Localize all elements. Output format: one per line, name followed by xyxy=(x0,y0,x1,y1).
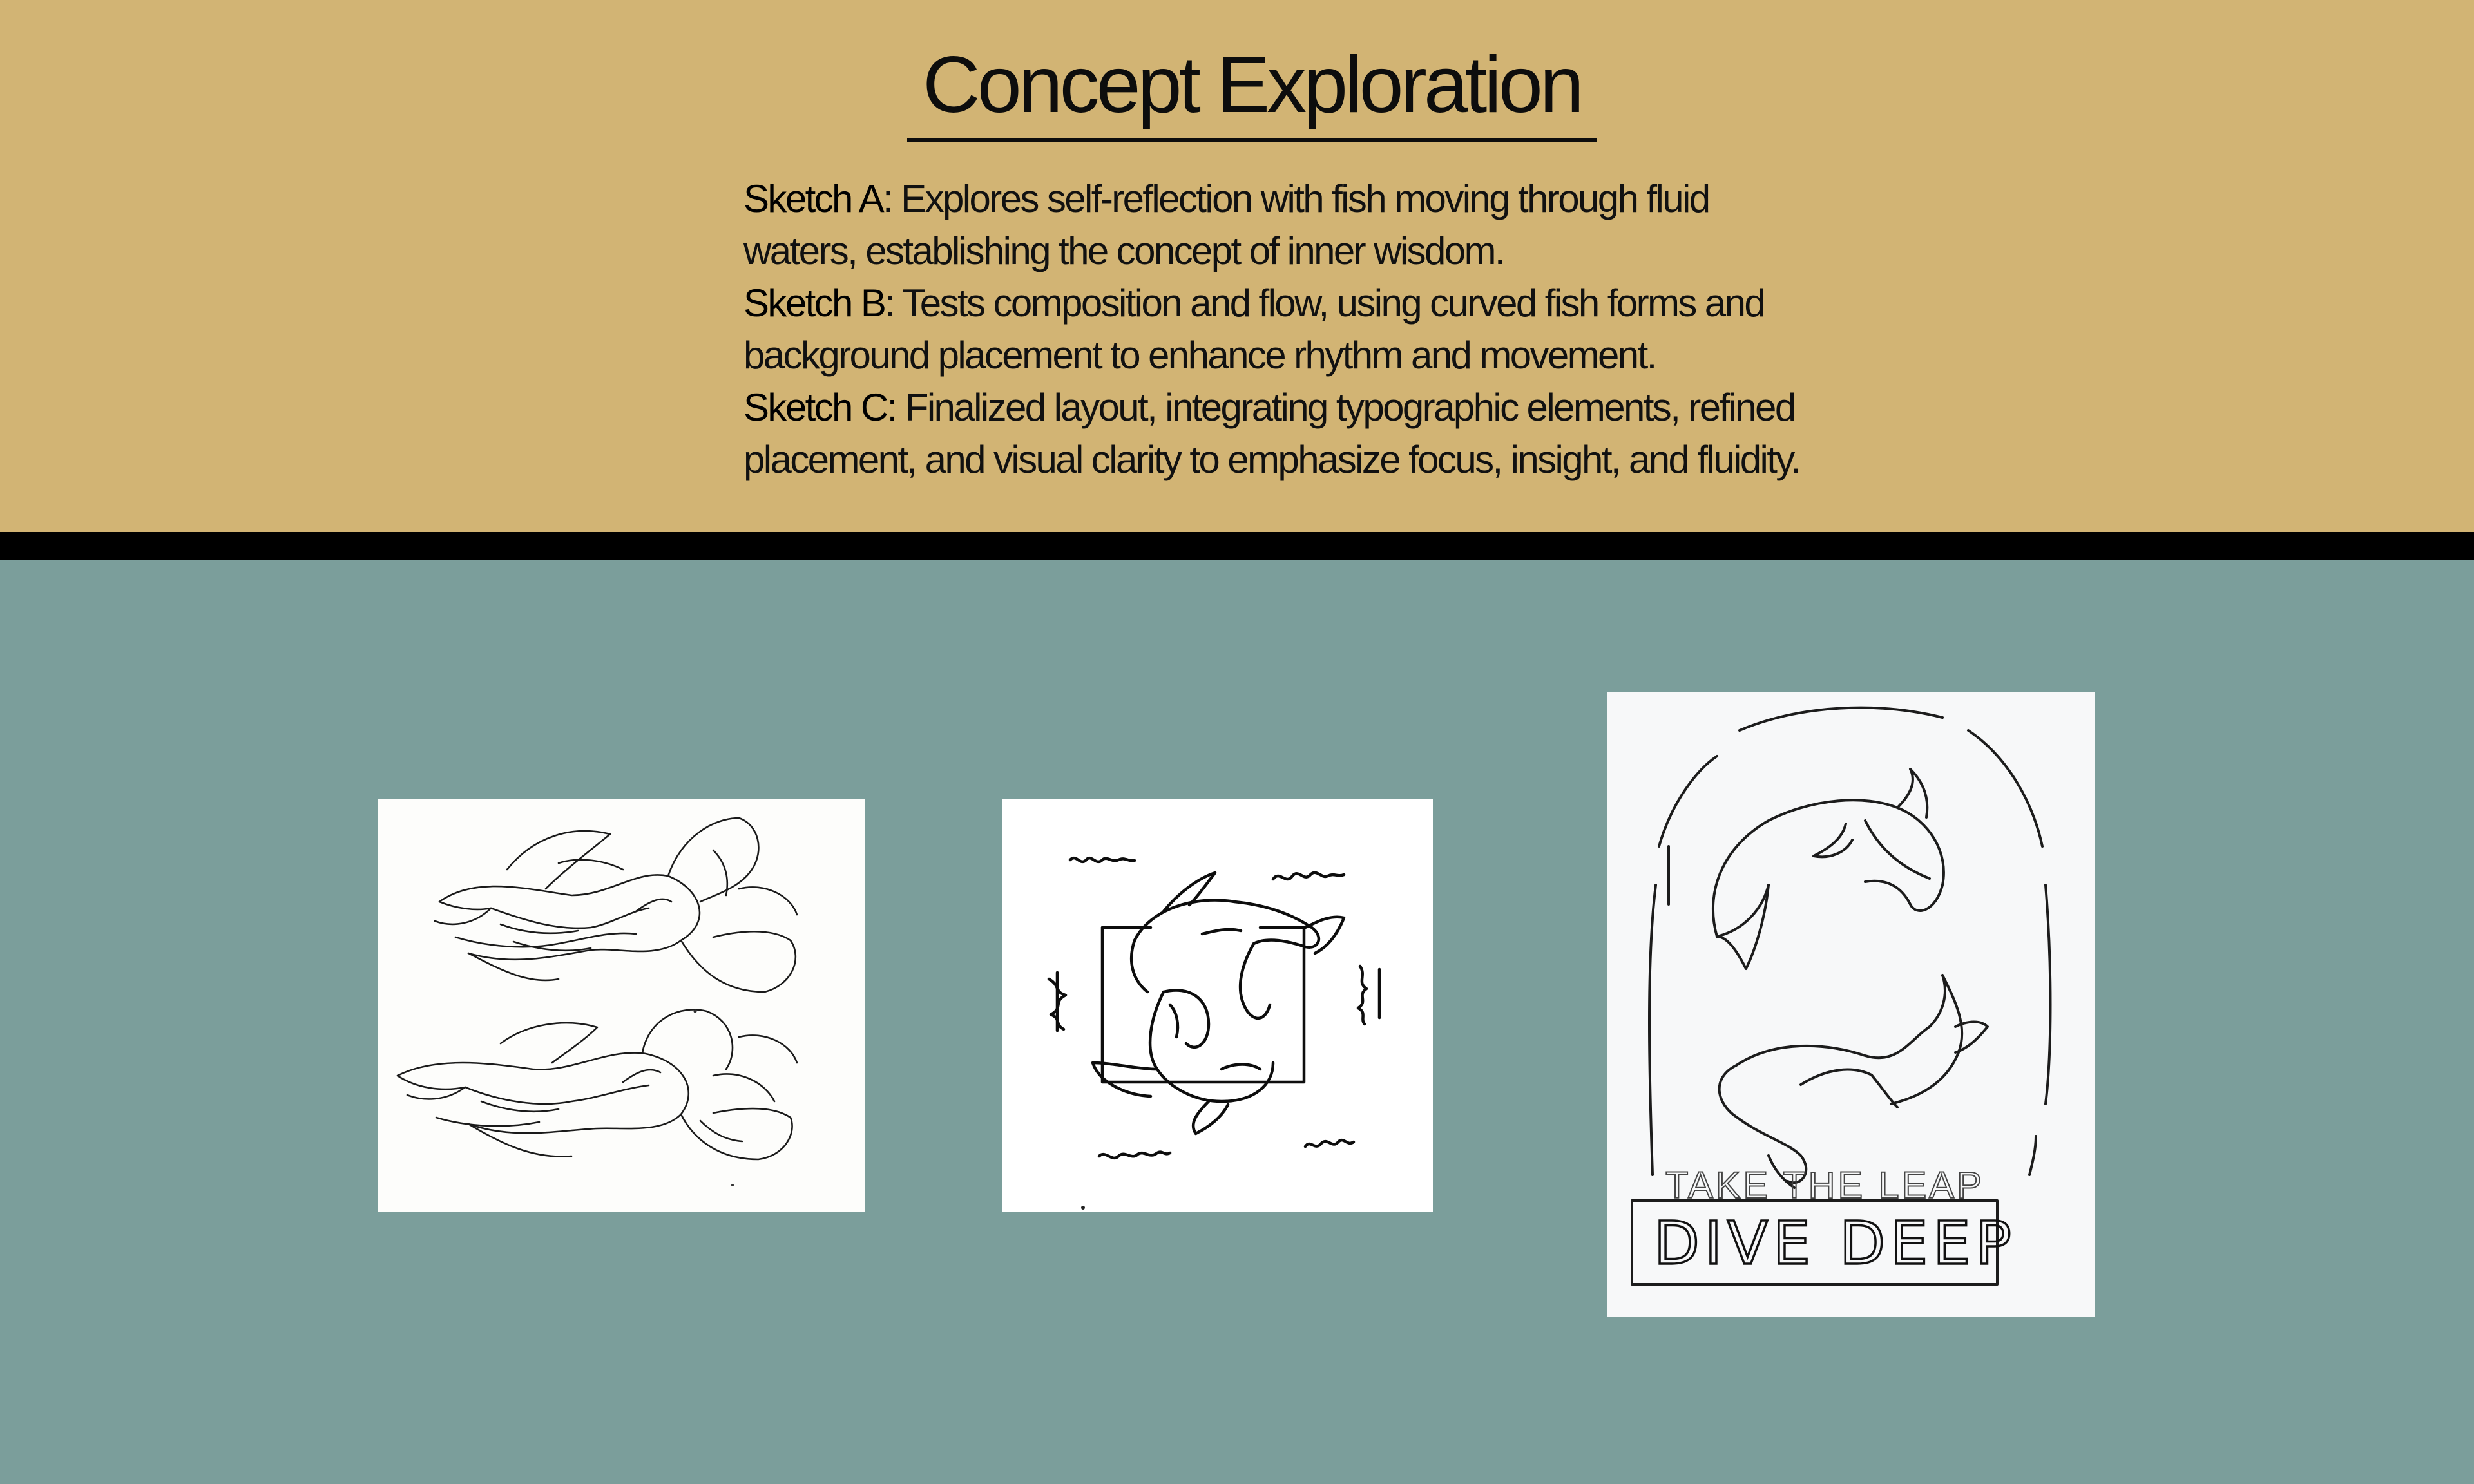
sketch-c-top-text: TAKE THE LEAP xyxy=(1665,1165,1984,1206)
sketch-c-image xyxy=(1607,692,2095,1317)
description-a-line1 xyxy=(743,173,1929,225)
description-c-label: Sketch C: xyxy=(743,386,896,429)
description-b-text: Tests composition and flow, using curved fish forms and xyxy=(902,281,1765,325)
sketch-c-drawing xyxy=(1607,692,2095,1317)
sketch-descriptions xyxy=(743,173,1929,486)
divider-bar xyxy=(0,532,2474,560)
description-a-label: Sketch A xyxy=(743,177,883,220)
sketch-c-banner-text: DIVE DEEP xyxy=(1654,1209,2017,1278)
description-c-separator xyxy=(896,386,905,429)
description-c-line1 xyxy=(743,381,1929,433)
description-b-label: Sketch B xyxy=(743,281,885,325)
title-underline xyxy=(907,138,1597,142)
description-b-line2: background placement to enhance rhythm and movement. xyxy=(743,334,1656,377)
description-a-line2: waters, establishing the concept of inner wisdom. xyxy=(743,229,1504,272)
description-c-line2: placement, and visual clarity to emphasize focus, insight, and fluidity. xyxy=(743,438,1800,481)
sketch-a-drawing xyxy=(378,799,865,1212)
description-a-text: Explores self-reflection with fish moving through fluid xyxy=(901,177,1709,220)
sketch-b-drawing xyxy=(1002,799,1433,1212)
header-band xyxy=(0,0,2474,532)
description-b-line1 xyxy=(743,277,1929,329)
sketch-b-image xyxy=(1002,799,1433,1212)
description-b-separator: : xyxy=(885,281,903,325)
sketch-a-image xyxy=(378,799,865,1212)
description-c-text: Finalized layout, integrating typographic elements, refined xyxy=(905,386,1795,429)
description-a-separator: : xyxy=(883,177,901,220)
page-title: Concept Exploration xyxy=(923,41,1581,129)
